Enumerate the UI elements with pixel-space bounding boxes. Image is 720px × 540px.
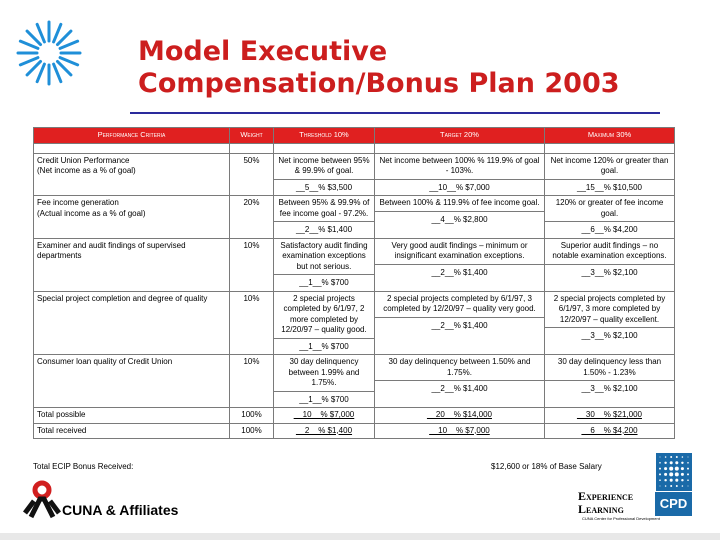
table-row bbox=[34, 291, 675, 355]
target-amount: __10__% $7,000 bbox=[429, 425, 490, 435]
threshold-cell bbox=[274, 291, 375, 355]
cuna-affiliates-logo-text: CUNA & Affiliates bbox=[62, 502, 179, 518]
logo-dot bbox=[670, 461, 673, 464]
logo-dot bbox=[681, 467, 684, 470]
threshold-amount: __1__% $700 bbox=[274, 391, 374, 406]
logo-dot bbox=[664, 479, 666, 481]
criteria-cell: Special project completion and degree of quality bbox=[34, 291, 230, 355]
threshold-amount: __10__% $7,000 bbox=[293, 410, 355, 419]
sunburst-ray bbox=[27, 31, 40, 44]
maximum-amount: __3__% $2,100 bbox=[545, 264, 674, 279]
logo-dot bbox=[664, 462, 666, 464]
threshold-amount: __1__% $700 bbox=[274, 274, 374, 289]
table-row bbox=[34, 408, 675, 424]
weight-cell: 20% bbox=[230, 196, 274, 239]
total-bonus-label: Total ECIP Bonus Received: bbox=[33, 462, 134, 471]
sunburst-ray bbox=[60, 41, 78, 48]
maximum-description: 120% or greater of fee income goal. bbox=[555, 198, 664, 218]
threshold-cell bbox=[274, 355, 375, 408]
table-header-row bbox=[34, 128, 675, 144]
logo-dot bbox=[669, 467, 673, 471]
logo-dot bbox=[670, 479, 673, 482]
target-description: Between 100% & 119.9% of fee income goal. bbox=[379, 198, 540, 207]
table-row bbox=[34, 423, 675, 439]
maximum-amount: __3__% $2,100 bbox=[545, 327, 674, 342]
maximum-cell bbox=[545, 423, 675, 439]
threshold-description: Satisfactory audit finding examination exceptions but not serious. bbox=[280, 240, 368, 271]
threshold-cell bbox=[274, 238, 375, 291]
maximum-amount: __30__% $21,000 bbox=[577, 410, 642, 419]
logo-dot bbox=[682, 485, 684, 487]
sunburst-ray bbox=[57, 31, 70, 44]
target-amount: __20__% $14,000 bbox=[427, 410, 492, 419]
logo-dot bbox=[682, 456, 684, 458]
bonus-plan-table bbox=[33, 127, 675, 439]
title-line-1: Model Executive bbox=[138, 36, 388, 67]
bottom-band bbox=[0, 533, 720, 540]
threshold-amount: __1__% $700 bbox=[274, 338, 374, 353]
maximum-description: 2 special projects completed by 6/1/97, 3 more completed by 12/20/97 – quality excellent. bbox=[553, 293, 666, 324]
threshold-amount: __2__% $1,400 bbox=[295, 425, 353, 435]
header-threshold: Threshold 10% bbox=[274, 128, 375, 144]
logo-dot bbox=[676, 485, 678, 487]
target-cell bbox=[375, 423, 545, 439]
maximum-amount: __6__% $4,200 bbox=[581, 425, 638, 435]
logo-dot bbox=[664, 467, 667, 470]
cpd-badge: CPD bbox=[655, 492, 692, 516]
threshold-description: Net income between 95% & 99.9% of goal. bbox=[278, 155, 370, 175]
threshold-cell bbox=[274, 196, 375, 239]
target-cell bbox=[375, 153, 545, 196]
experience-learning-logo bbox=[578, 490, 633, 516]
sunburst-ray bbox=[54, 64, 61, 82]
weight-cell: 10% bbox=[230, 355, 274, 408]
logo-dot bbox=[670, 456, 672, 458]
logo-dot bbox=[664, 473, 667, 476]
target-amount: __2__% $1,400 bbox=[375, 317, 544, 332]
sunburst-ray bbox=[20, 41, 38, 48]
weight-cell: 100% bbox=[230, 408, 274, 424]
target-amount: __4__% $2,800 bbox=[375, 211, 544, 226]
maximum-cell bbox=[545, 291, 675, 355]
logo-dot bbox=[681, 462, 683, 464]
maximum-cell bbox=[545, 196, 675, 239]
threshold-amount: __2__% $1,400 bbox=[274, 221, 374, 236]
logo-dot bbox=[665, 456, 667, 458]
logo-dot bbox=[688, 457, 689, 458]
header-weight: Weight bbox=[230, 128, 274, 144]
logo-dot bbox=[660, 486, 661, 487]
threshold-description: 30 day delinquency between 1.99% and 1.75%. bbox=[288, 357, 360, 387]
logo-dot bbox=[659, 462, 661, 464]
title-line-2: Compensation/Bonus Plan 2003 bbox=[138, 68, 620, 99]
target-description: 30 day delinquency between 1.50% and 1.75%. bbox=[388, 357, 531, 377]
logo-dot bbox=[659, 468, 661, 470]
sunburst-ray bbox=[37, 24, 44, 42]
criteria-cell: Total received bbox=[34, 423, 230, 439]
target-description: 2 special projects completed by 6/1/97, 3 completed by 12/20/97 – quality very good. bbox=[383, 293, 536, 313]
logo-dot bbox=[659, 479, 661, 481]
threshold-amount: __5__% $3,500 bbox=[274, 179, 374, 194]
logo-dot bbox=[681, 473, 684, 476]
logo-dot bbox=[681, 479, 683, 481]
table-row bbox=[34, 153, 675, 196]
target-amount: __10__% $7,000 bbox=[375, 179, 544, 194]
criteria-cell: Total possible bbox=[34, 408, 230, 424]
maximum-amount: __6__% $4,200 bbox=[545, 221, 674, 236]
experience-word: Experience bbox=[578, 489, 634, 503]
target-cell bbox=[375, 408, 545, 424]
weight-cell: 100% bbox=[230, 423, 274, 439]
table-row bbox=[34, 238, 675, 291]
logo-dot bbox=[675, 461, 678, 464]
target-amount: __2__% $1,400 bbox=[375, 264, 544, 279]
target-description: Net income between 100% % 119.9% of goal - 103%. bbox=[379, 155, 540, 175]
threshold-cell bbox=[274, 153, 375, 196]
cuna-center-caption: CUNA Center for Professional Development bbox=[582, 516, 660, 521]
target-cell bbox=[375, 355, 545, 408]
threshold-description: Between 95% & 99.9% of fee income goal - 97.2%. bbox=[278, 198, 370, 218]
logo-dot bbox=[675, 479, 678, 482]
maximum-amount: __15__% $10,500 bbox=[545, 179, 674, 194]
sunburst-icon bbox=[14, 18, 84, 88]
header-criteria: Performance Criteria bbox=[34, 128, 230, 144]
table-row bbox=[34, 355, 675, 408]
logo-dot bbox=[687, 468, 689, 470]
target-cell bbox=[375, 196, 545, 239]
sunburst-ray bbox=[37, 64, 44, 82]
logo-dot bbox=[688, 486, 689, 487]
sunburst-ray bbox=[20, 58, 38, 65]
criteria-cell: Examiner and audit findings of supervised departments bbox=[34, 238, 230, 291]
logo-dot bbox=[676, 456, 678, 458]
maximum-cell bbox=[545, 408, 675, 424]
threshold-cell bbox=[274, 408, 375, 424]
table-body bbox=[34, 143, 675, 439]
maximum-description: 30 day delinquency less than 1.50% - 1.23% bbox=[557, 357, 662, 377]
page-title bbox=[138, 36, 698, 100]
logo-dot bbox=[665, 485, 667, 487]
sunburst-ray bbox=[27, 61, 40, 74]
total-bonus-value: $12,600 or 18% of Base Salary bbox=[491, 462, 602, 471]
target-amount: __2__% $1,400 bbox=[375, 380, 544, 395]
header-maximum: Maximum 30% bbox=[545, 128, 675, 144]
cuna-logo-icon bbox=[22, 479, 62, 519]
sunburst-ray bbox=[57, 61, 70, 74]
target-description: Very good audit findings – minimum or insignificant examination exceptions. bbox=[391, 240, 528, 260]
weight-cell: 10% bbox=[230, 238, 274, 291]
logo-dot bbox=[660, 457, 661, 458]
table-spacer-row bbox=[34, 143, 675, 153]
maximum-description: Superior audit findings – no notable examination exceptions. bbox=[552, 240, 667, 260]
weight-cell: 10% bbox=[230, 291, 274, 355]
maximum-cell bbox=[545, 238, 675, 291]
criteria-cell: Consumer loan quality of Credit Union bbox=[34, 355, 230, 408]
criteria-cell: Credit Union Performance (Net income as a % of goal) bbox=[34, 153, 230, 196]
sunburst-ray bbox=[54, 24, 61, 42]
logo-dot bbox=[659, 473, 661, 475]
weight-cell: 50% bbox=[230, 153, 274, 196]
header-target: Target 20% bbox=[375, 128, 545, 144]
logo-dot bbox=[669, 472, 673, 476]
threshold-description: 2 special projects completed by 6/1/97, 2 more completed by 12/20/97 – quality good. bbox=[281, 293, 367, 334]
title-rule bbox=[130, 112, 660, 114]
criteria-cell: Fee income generation (Actual income as a % of goal) bbox=[34, 196, 230, 239]
threshold-cell bbox=[274, 423, 375, 439]
table-row bbox=[34, 196, 675, 239]
logo-dot bbox=[687, 479, 689, 481]
maximum-cell bbox=[545, 355, 675, 408]
logo-dot bbox=[687, 462, 689, 464]
learning-word: Learning bbox=[578, 502, 624, 516]
logo-dot bbox=[675, 472, 679, 476]
logo-dot bbox=[670, 485, 672, 487]
target-cell bbox=[375, 238, 545, 291]
sunburst-ray bbox=[60, 58, 78, 65]
maximum-description: Net income 120% or greater than goal. bbox=[550, 155, 669, 175]
logo-dot bbox=[687, 473, 689, 475]
maximum-cell bbox=[545, 153, 675, 196]
maximum-amount: __3__% $2,100 bbox=[545, 380, 674, 395]
target-cell bbox=[375, 291, 545, 355]
logo-dot bbox=[675, 467, 679, 471]
